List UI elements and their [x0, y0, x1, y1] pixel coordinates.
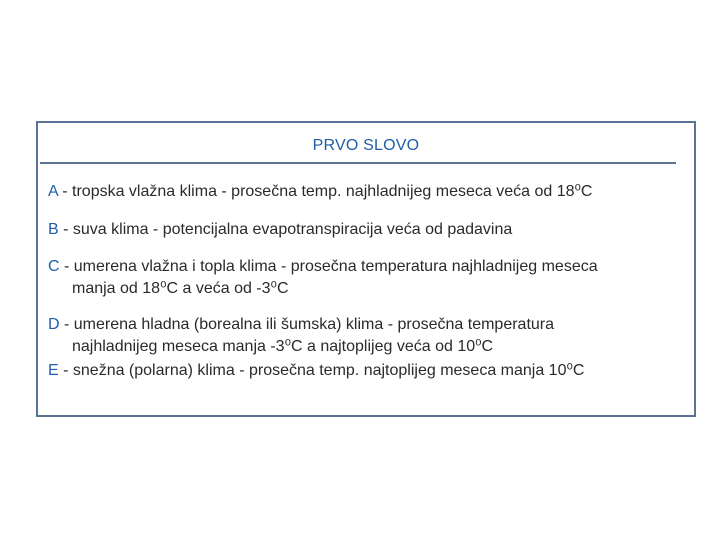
- box-title: PRVO SLOVO: [312, 137, 420, 154]
- item-letter: D: [48, 316, 60, 333]
- item-continuation: najhladnijeg meseca manja -3⁰C a najtoplijeg veća od 10⁰C: [72, 338, 494, 355]
- item-text: - tropska vlažna klima - prosečna temp. najhladnijeg meseca veća od 18⁰C: [57, 183, 593, 200]
- item-d: [48, 314, 684, 358]
- item-continuation: manja od 18⁰C a veća od -3⁰C: [72, 280, 289, 297]
- item-text: - umerena vlažna i topla klima - prosečna temperatura najhladnijeg meseca: [59, 258, 598, 275]
- item-letter: B: [48, 221, 59, 238]
- classification-box: [36, 121, 696, 417]
- item-letter: E: [48, 362, 59, 379]
- item-text: - suva klima - potencijalna evapotranspiracija veća od padavina: [58, 221, 513, 238]
- item-letter: A: [48, 183, 58, 200]
- item-text: - umerena hladna (borealna ili šumska) klima - prosečna temperatura: [59, 316, 555, 333]
- title-divider: [40, 162, 676, 164]
- item-c: [48, 256, 684, 300]
- item-e: [48, 360, 684, 382]
- item-letter: C: [48, 258, 60, 275]
- item-a: [48, 181, 684, 203]
- item-b: [48, 219, 684, 241]
- item-text: - snežna (polarna) klima - prosečna temp. najtoplijeg meseca manja 10⁰C: [58, 362, 585, 379]
